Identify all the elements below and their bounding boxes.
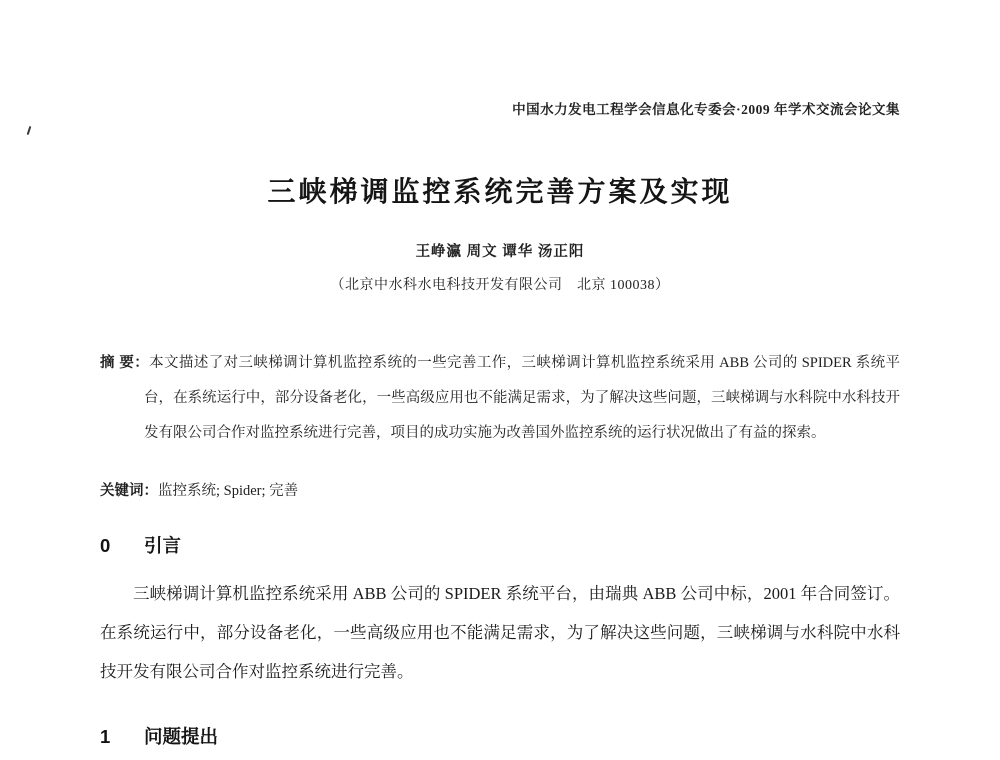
paper-title: 三峡梯调监控系统完善方案及实现 (267, 177, 733, 208)
abstract-block (100, 346, 900, 451)
keywords-label: 关键词： (100, 483, 158, 499)
proceedings-header: 中国水力发电工程学会信息化专委会·2009 年学术交流会论文集 (512, 102, 900, 117)
scan-artifact-mark (27, 126, 32, 135)
keywords-text: 监控系统; Spider; 完善 (158, 483, 299, 499)
section-title: 问题提出 (144, 726, 219, 747)
abstract-label: 摘 要： (100, 355, 150, 371)
section-title: 引言 (144, 535, 182, 556)
authors-line: 王峥瀛 周文 谭华 汤正阳 (415, 244, 585, 260)
section-body-0: 三峡梯调计算机监控系统采用 ABB 公司的 SPIDER 系统平台，由瑞典 ABB 公司中标，2001 年合同签订。在系统运行中，部分设备老化，一些高级应用也不能满足需求，为了解决这些问题，三峡梯调与水科院中水科技开发有限公司合作对监控系统进行完善。 (100, 584, 900, 681)
section-heading-0 (100, 532, 900, 558)
section-number: 0 (100, 535, 111, 556)
abstract-text: 本文描述了对三峡梯调计算机监控系统的一些完善工作，三峡梯调计算机监控系统采用 ABB 公司的 SPIDER 系统平台，在系统运行中，部分设备老化，一些高级应用也不能满足需求，为了解决这些问题，三峡梯调与水科院中水科技开发有限公司合作对监控系统进行完善，项目的成功实施为改善国外监控系统的运行状况做出了有益的探索。 (144, 355, 900, 441)
keywords-block (100, 479, 900, 500)
affiliation-line: （北京中水科水电科技开发有限公司 北京 100038） (330, 278, 670, 293)
section-number: 1 (100, 726, 111, 747)
section-heading-1 (100, 723, 900, 749)
